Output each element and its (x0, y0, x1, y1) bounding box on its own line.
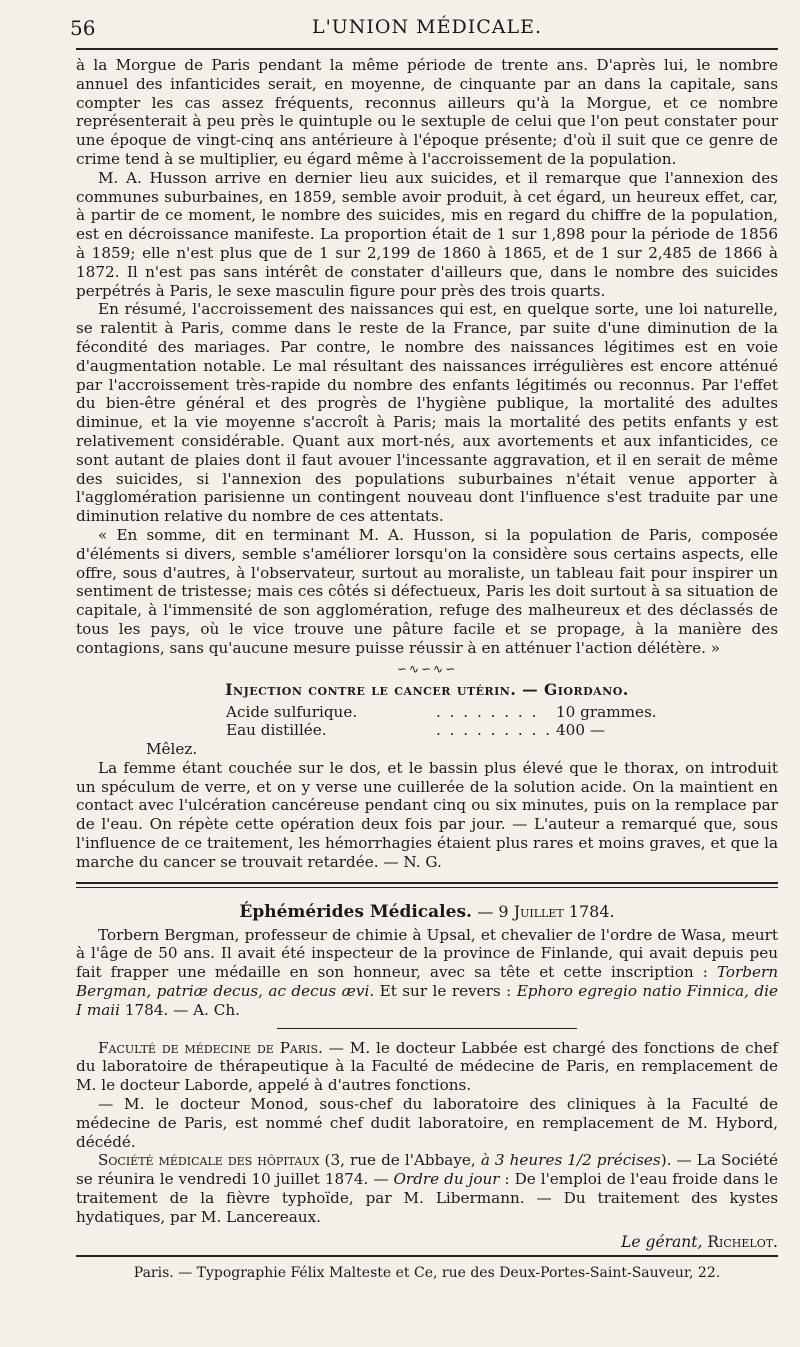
signature-label: Le gérant, (621, 1232, 703, 1251)
paragraph-resume: En résumé, l'accroissement des naissances qui est, en quelque sorte, une loi naturelle, se ralentit à Paris, comme dans le reste de la France, par suite d'une diminution de la fécondité des mariages. Par contre, le nombre des naissances légitimes est en voie d'augmentation notable. Le mal résultant des naissances irrégulières est encore atténué par l'accroissement très-rapide du nombre des enfants légitimés ou reconnus. Par l'effet du bien-être général et des progrès de l'hygiène publique, la mortalité des adultes diminue, et la vie moyenne s'accroît à Paris; mais la mortalité des petits enfants y est relativement considérable. Quant aux mort-nés, aux avortements et aux infanticides, ce sont autant de plaies dont il faut avouer l'incessante aggravation, et il en serait de même des suicides, si l'annexion des populations suburbaines n'était venue apporter à l'agglomération parisienne un contingent nouveau dont l'influence s'est traduite par une diminution relative du nombre de ces attentats. (76, 300, 778, 526)
ingredient-dots: . . . . . . . . . (436, 721, 553, 740)
news-societe (76, 1151, 778, 1226)
ingredient-qty: 10 grammes. (556, 702, 657, 721)
paragraph-suicides: M. A. Husson arrive en dernier lieu aux suicides, et il remarque que l'annexion des communes suburbaines, en 1859, semble avoir produit, à cet égard, un heureux effet, car, à partir de ce moment, le nombre des suicides, mis en regard du chiffre de la population, est en décroissance manifeste. La proportion était de 1 sur 1,898 pour la période de 1856 à 1859; elle n'est plus que de 1 sur 2,199 de 1860 à 1865, et de 1 sur 2,485 de 1866 à 1872. Il n'est pas sans intérêt de constater d'ailleurs que, dans le nombre des suicides perpétrés à Paris, le sexe masculin figure pour près des trois quarts. (76, 168, 778, 300)
recipe-row (226, 721, 778, 740)
ephemerides-text-a: Torbern Bergman, professeur de chimie à Upsal, et chevalier de l'ordre de Wasa, meurt à l'âge de 50 ans. Il avait été inspecteur de la province de Finlande, qui avait depuis peu fait frapper une médaille en son honneur, avec sa tête et cette inscription : (76, 925, 778, 982)
ephemerides-text-c: 1784. — A. Ch. (120, 1000, 241, 1019)
news-lead: Faculté de médecine de Paris. (98, 1038, 323, 1057)
wave-separator: ∽∿∽∿∽ (396, 661, 458, 676)
news-monod: — M. le docteur Monod, sous-chef du laboratoire des cliniques à la Faculté de médecine de Paris, est nommé chef dudit laboratoire, en remplacement de M. Hybord, décédé. (76, 1095, 778, 1151)
ingredient-name: Eau distillée. (226, 721, 327, 740)
societe-lead: Société médicale des hôpitaux (98, 1151, 320, 1170)
recipe-row (226, 703, 778, 722)
ephemerides-text (76, 926, 778, 1020)
page-header (70, 14, 778, 44)
news-text: — M. le docteur Labbée est chargé des fonctions de chef du laboratoire de thérapeutique à la Faculté de médecine de Paris, en remplacement de M. le docteur Laborde, appelé à d'autres fonctions. (76, 1038, 778, 1095)
bottom-rule (76, 1255, 778, 1257)
ephemerides-text-b: Et sur le revers : (374, 982, 517, 1001)
societe-address-b: ). — La Société se réunira le vendredi 10 juillet 1874. — (76, 1151, 778, 1189)
paragraph-conclusion: « En somme, dit en terminant M. A. Husson, si la population de Paris, composée d'éléments si divers, semble s'améliorer lorsqu'on la considère sous certains aspects, elle offre, sous d'autres, à l'observateur, surtout au moraliste, un tableau fait pour inspirer un sentiment de tristesse; mais ces côtés si défectueux, Paris les doit surtout à sa situation de capitale, à l'immensité de son agglomération, refuge des malheureux et des déclassés de tous les pays, où le vice trouve une pâture facile et se propage, à la manière des contagions, sans qu'aucune mesure puisse réussir à en atténuer l'action délétère. » (76, 525, 778, 657)
ephemerides-date: — 9 Juillet 1784. (477, 901, 615, 921)
societe-ordre: Ordre du jour (393, 1170, 500, 1189)
short-rule (277, 1028, 577, 1029)
journal-title: L'UNION MÉDICALE. (311, 16, 543, 38)
printer-footer: Paris. — Typographie Félix Malteste et Ce, rue des Deux-Portes-Saint-Sauveur, 22. (133, 1264, 721, 1281)
inscription-reverse: Ephoro egregio natio Finnica, die I maii (76, 982, 778, 1019)
ingredient-qty: 400 — (556, 721, 606, 740)
societe-time: à 3 heures 1/2 précises (480, 1151, 661, 1170)
news-faculte (76, 1039, 778, 1095)
paragraph-infanticides: à la Morgue de Paris pendant la même période de trente ans. D'après lui, le nombre annuel des infanticides serait, en moyenne, de cinquante par an dans la capitale, sans compter les cas assez fréquents, reconnus ailleurs qu'à la Morgue, et ce nombre représenterait à peu près le quintuple ou le sextuple de celui que l'on peut constater pour une époque de vingt-cinq ans antérieure à l'époque présente; d'où il suit que ce genre de crime tend à se multiplier, eu égard même à l'accroissement de la population. (76, 56, 778, 168)
header-rule (76, 48, 778, 50)
ephemerides-heading: Éphémérides Médicales. (239, 901, 472, 922)
recipe-list (226, 703, 778, 741)
melez-text: Mêlez. (146, 740, 198, 759)
societe-rest: : De l'emploi de l'eau froide dans le traitement de la fièvre typhoïde, par M. Libermann. — Du traitement des kystes hydatiques, par M. Lancereaux. (76, 1170, 779, 1226)
injection-text: La femme étant couchée sur le dos, et le bassin plus élevé que le thorax, on introduit un spéculum de verre, et on y verse une cuillerée de la solution acide. On la maintient en contact avec l'ulcération cancéreuse pendant cinq ou six minutes, puis on la remplace par de l'eau. On répète cette opération deux fois par jour. — L'auteur a remarqué que, sous l'influence de ce traitement, les hémorrhagies étaient plus rares et moins graves, et que la marche du cancer se trouvait retardée. — N. G. (76, 758, 778, 871)
section-double-rule (76, 882, 778, 888)
ingredient-dots: . . . . . . . . (436, 702, 539, 721)
ingredient-name: Acide sulfurique. (226, 702, 358, 721)
societe-address-a: (3, rue de l'Abbaye, (319, 1151, 481, 1170)
inscription-front: Torbern Bergman, patriæ decus, ac decus ævi. (76, 963, 778, 1001)
signature-name: Richelot. (707, 1232, 778, 1251)
signature (76, 1233, 778, 1251)
injection-title: Injection contre le cancer utérin. — Giordano. (225, 679, 629, 699)
page-number: 56 (70, 16, 96, 40)
ephemerides-title (76, 902, 778, 922)
